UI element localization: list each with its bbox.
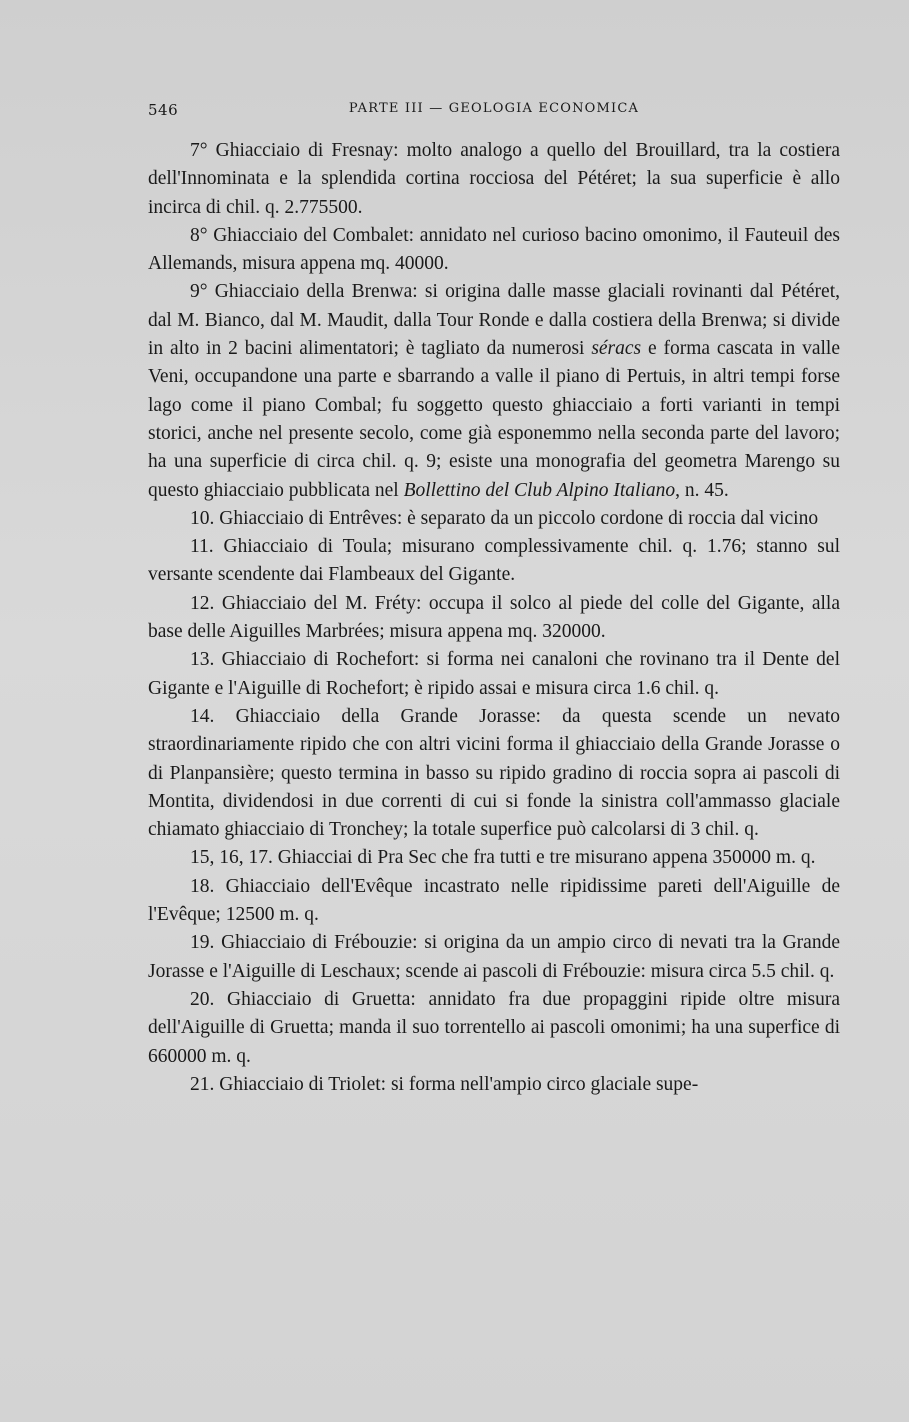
- bollettino-title: Bollettino del Club Alpino Italiano: [403, 479, 676, 501]
- paragraph-rochefort: 13. Ghiacciaio di Rochefort: si forma nei canaloni che rovinano tra il Dente del Gigante e l'Aiguille di Rochefort; è ripido assai e misura circa 1.6 chil. q.: [148, 649, 840, 699]
- body-text: [148, 137, 840, 1099]
- paragraph-entreves: 10. Ghiacciaio di Entrêves: è separato da un piccolo cordone di roccia dal vicino: [190, 507, 819, 529]
- paragraph-triolet: 21. Ghiacciaio di Triolet: si forma nell'ampio circo glaciale supe-: [190, 1073, 699, 1095]
- page-number: 546: [148, 101, 179, 119]
- paragraph-pra-sec: 15, 16, 17. Ghiacciai di Pra Sec che fra tutti e tre misurano appena 350000 m. q.: [190, 847, 816, 869]
- paragraph-frebouzie: 19. Ghiacciaio di Frébouzie: si origina da un ampio circo di nevati tra la Grande Jorasse e l'Aiguille di Leschaux; scende ai pascoli di Frébouzie: misura circa 5.5 chil. q.: [148, 932, 840, 982]
- paragraph-eveque: 18. Ghiacciaio dell'Evêque incastrato nelle ripidissime pareti dell'Aiguille de l'Evêque; 12500 m. q.: [148, 875, 840, 926]
- page-header: [148, 101, 840, 125]
- paragraph-brenwa-part1: 9° Ghiacciaio della Brenwa: si origina dalle masse glaciali rovinanti dal Pétéret, dal M. Bianco, dal M. Maudit, dalla Tour Ronde e dalla costiera della Brenwa; si divide in alto in 2 bacini alimentatori; è tagliato da numerosi: [148, 281, 840, 360]
- running-title: PARTE III — GEOLOGIA ECONOMICA: [348, 101, 640, 116]
- paragraph-combalet: 8° Ghiacciaio del Combalet: annidato nel curioso bacino omonimo, il Fauteuil des Allemands, misura appena mq. 40000.: [148, 224, 840, 275]
- paragraph-fresnay: 7° Ghiacciaio di Fresnay: molto analogo a quello del Brouillard, tra la costiera dell'Innominata e la splendida cortina rocciosa del Pétéret; la sua superficie è allo incirca di chil. q. 2.775500.: [148, 140, 840, 218]
- paragraph-brenwa-part3: , n. 45.: [675, 479, 729, 501]
- paragraph-brenwa: [148, 278, 840, 504]
- seracs-term: séracs: [591, 338, 642, 360]
- paragraph-gruetta: 20. Ghiacciaio di Gruetta: annidato fra due propaggini ripide oltre misura dell'Aiguille di Gruetta; manda il suo torrentello ai pascoli omonimi; ha una superfice di 660000 m. q.: [148, 988, 840, 1067]
- paragraph-frety: 12. Ghiacciaio del M. Fréty: occupa il solco al piede del colle del Gigante, alla base delle Aiguilles Marbrées; misura appena mq. 320000.: [148, 592, 840, 643]
- paragraph-toula: 11. Ghiacciaio di Toula; misurano complessivamente chil. q. 1.76; stanno sul versante scendente dai Flambeaux del Gigante.: [148, 536, 840, 586]
- paragraph-grande-jorasse: 14. Ghiacciaio della Grande Jorasse: da questa scende un nevato straordinariamente ripido che con altri vicini forma il ghiacciaio della Grande Jorasse o di Planpansière; questo termina in basso su ripido gradino di roccia sopra ai pascoli di Montita, dividendosi in due correnti di cui si fonde la sinistra coll'ammasso glaciale chiamato ghiacciaio di Tronchey; la totale superfice può calcolarsi di 3 chil. q.: [148, 705, 840, 841]
- paragraph-brenwa-part2: e forma cascata in valle Veni, occupandone una parte e sbarrando a valle il piano di Pertuis, in altri tempi forse lago come il piano Combal; fu soggetto questo ghiacciaio a forti varianti in tempi storici, anche nel presente secolo, come già esponemmo nella seconda parte del lavoro; ha una superficie di circa chil. q. 9; esiste una monografia del geometra Marengo su questo ghiacciaio pubblicata nel: [148, 338, 840, 501]
